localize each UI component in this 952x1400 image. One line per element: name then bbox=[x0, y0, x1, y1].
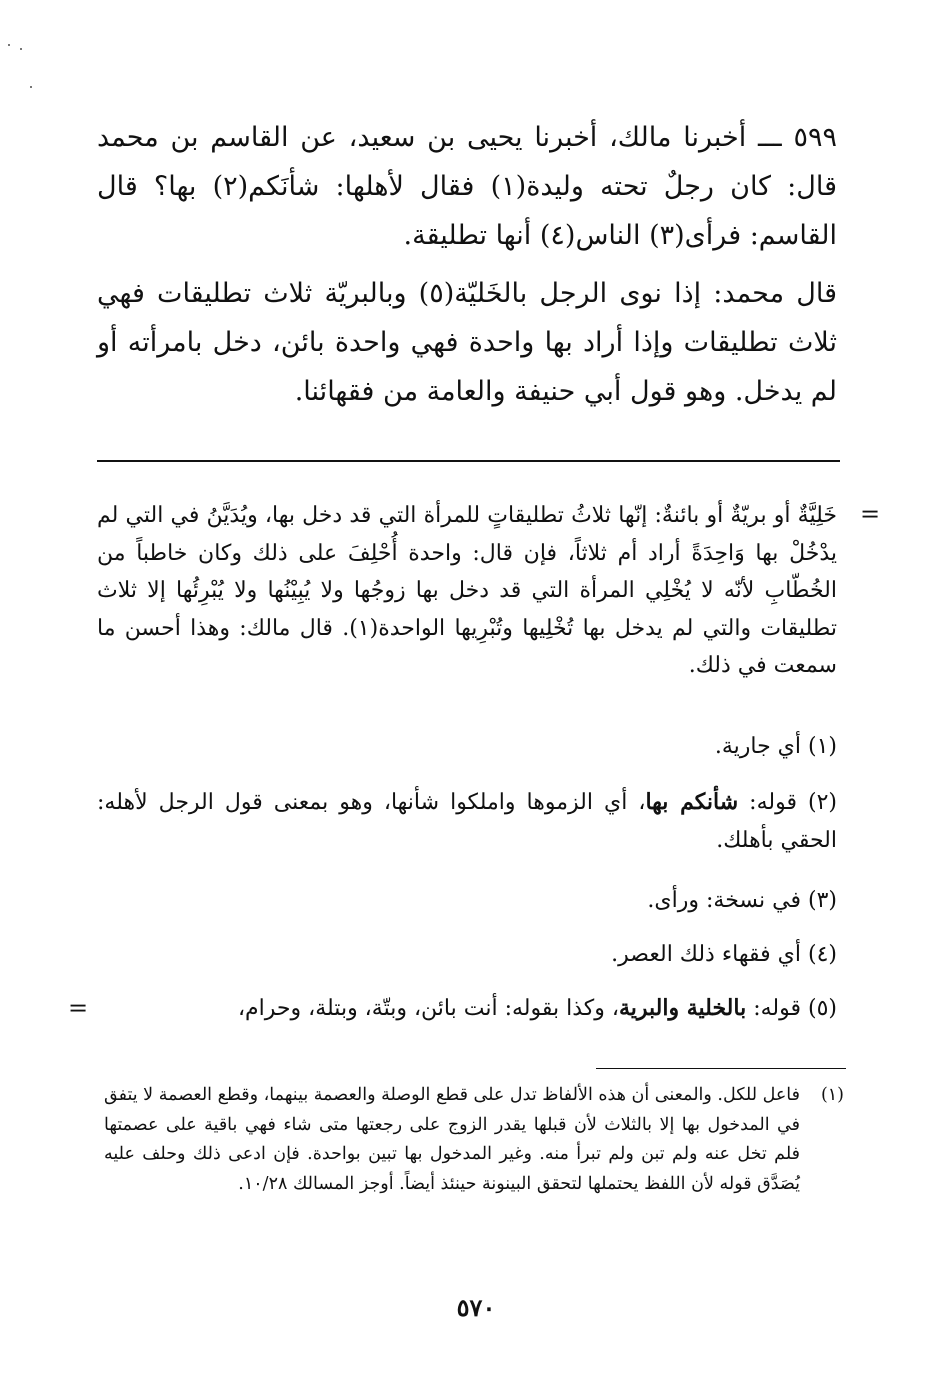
note-2-text: ، أي الزموها واملكوا شأنها، وهو بمعنى قول الرجل لأهله: الحقي بأهلك. bbox=[97, 790, 837, 853]
note-2 bbox=[97, 784, 837, 859]
note-5-label: (٥) قوله: bbox=[746, 996, 837, 1021]
footnote-number: (١) bbox=[820, 1085, 844, 1105]
scan-speck bbox=[20, 48, 22, 50]
scan-speck bbox=[30, 86, 32, 88]
note-2-label: (٢) قوله: bbox=[738, 790, 837, 815]
note-2-term: شأنكم بها bbox=[645, 789, 739, 815]
continuation-marker: = bbox=[860, 500, 881, 528]
note-5-term: بالخلية والبرية bbox=[618, 995, 747, 1021]
note-continuation: خَلِيَّةٌ أو بريّةٌ أو بائنةٌ: إنّها ثلاثُ تطليقاتٍ للمرأة التي قد دخل بها، ويُدَيَّنُ في التي لم يدْخُلْ بها وَاحِدَةً أراد أم ثلاثاً، فإن قال: واحدة أُحْلِفَ على ذلك وكان خاطباً من الخُطّابِ لأنّه لا يُخْلِي المرأة التي قد دخل بها زوجُها ولا يُبِيْنُها ولا يُبْرِئُها إلا ثلاث تطليقات والتي لم يدخل بها تُخْلِيها وتُبْرِيها الواحدة(١). قال مالك: وهذا أحسن ما سمعت في ذلك. bbox=[97, 503, 837, 678]
note-5-text: ، وكذا بقوله: أنت بائن، وبتّة، وبتلة، وحرام، bbox=[237, 996, 619, 1021]
footnote bbox=[104, 1081, 844, 1199]
note-3: (٣) في نسخة: ورأى. bbox=[647, 888, 837, 913]
hadith-paragraph: ٥٩٩ ـــ أخبرنا مالك، أخبرنا يحيى بن سعيد، عن القاسم بن محمد قال: كان رجلٌ تحته وليدة(١) فقال لأهلها: شأنَكم(٢) بها؟ قال القاسم: فرأى(٣) الناس(٤) أنها تطليقة. bbox=[97, 122, 838, 251]
scan-speck bbox=[8, 44, 10, 46]
commentary-paragraph: قال محمد: إذا نوى الرجل بالخَليّة(٥) وبالبريّة ثلاث تطليقات فهي ثلاث تطليقات وإذا أراد بها واحدة فهي واحدة بائن، دخل بامرأته أو لم يدخل. وهو قول أبي حنيفة والعامة من فقهائنا. bbox=[97, 278, 837, 407]
note-5-continuation-marker: = bbox=[68, 994, 89, 1022]
footnote-text: فاعل للكل. والمعنى أن هذه الألفاظ تدل على قطع الوصلة والعصمة بينهما، وقطع العصمة لا يتفق في المدخول بها إلا بالثلاث لأن قبلها يقدر الزوج على رجعتها متى شاء فهي باقية على عصمتها فلم تخل عنه ولم تبن ولم تبرأ منه. وغير المدخول بها تبين بواحدة. فإن ادعى ذلك وحلف عليه يُصَدَّق قوله لأن اللفظ يحتملها لتحقق البينونة حينئذ أيضاً. أوجز المسالك ١٠/٢٨. bbox=[104, 1085, 800, 1194]
note-4: (٤) أي فقهاء ذلك العصر. bbox=[611, 942, 837, 967]
note-5 bbox=[97, 990, 837, 1028]
page-number: ٥٧٠ bbox=[456, 1293, 496, 1322]
footnote-divider bbox=[596, 1068, 846, 1069]
main-text-divider bbox=[97, 460, 840, 462]
note-1: (١) أي جارية. bbox=[714, 734, 837, 759]
